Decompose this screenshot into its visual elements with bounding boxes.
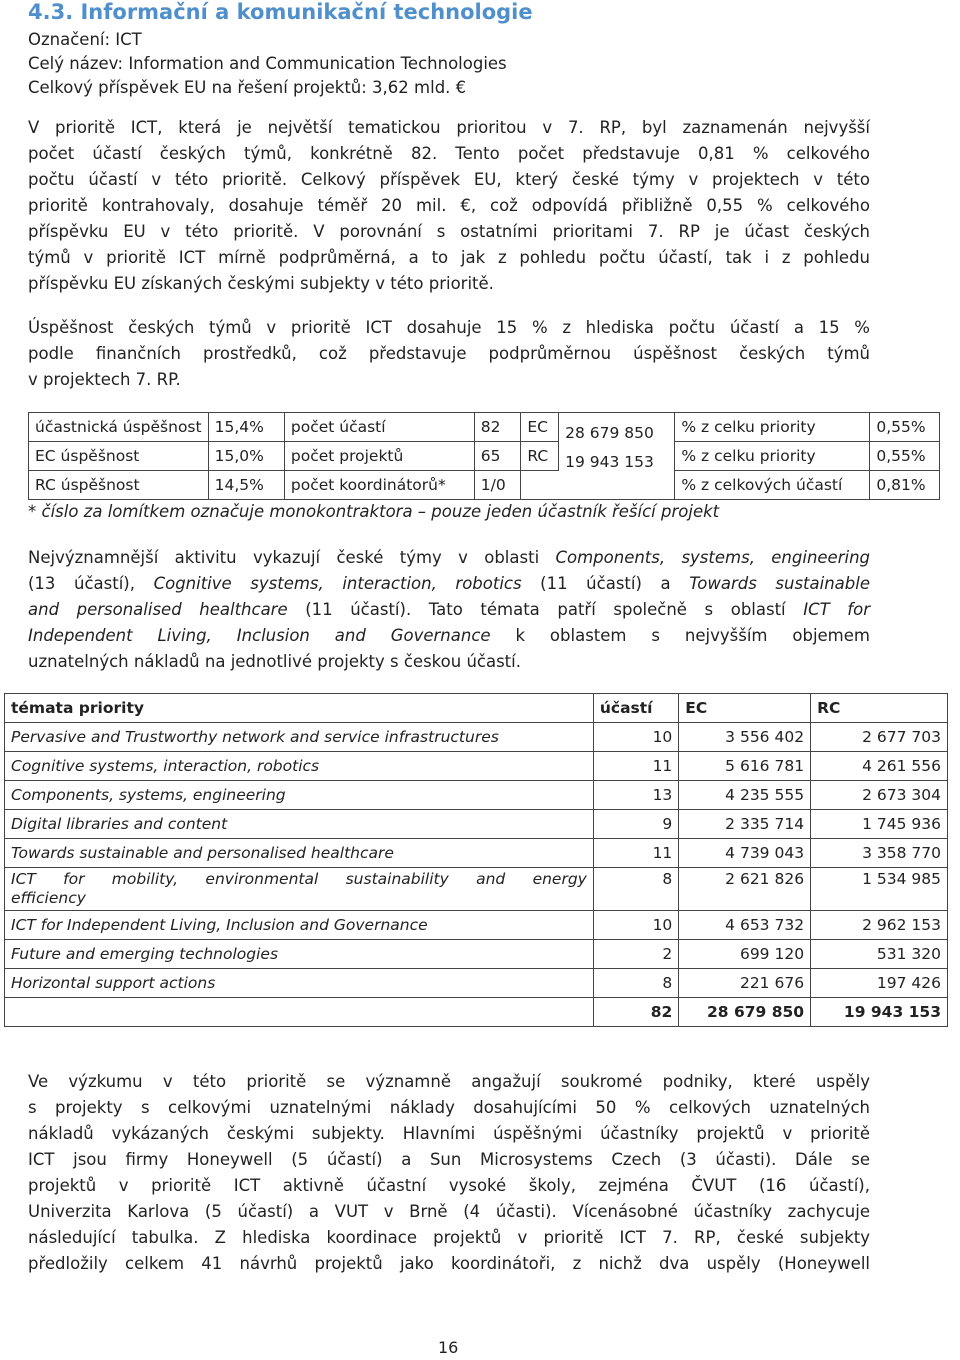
text-run: (11 účastí) a (521, 574, 690, 593)
empty-cell (559, 471, 675, 500)
topic-ec: 4 739 043 (679, 839, 811, 868)
text-line: předložily celkem 41 návrhů projektů jako koordinátoři, z nichž dva uspěly (Honeywell (28, 1254, 870, 1273)
topic-count: 9 (593, 810, 678, 839)
stat-metric: počet koordinátorů* (284, 471, 474, 500)
stat-percent: 15,0% (208, 442, 284, 471)
share-label: % z celku priority (675, 413, 870, 442)
meta-designation: Označení: ICT (28, 30, 142, 49)
topic-rc: 531 320 (811, 940, 948, 969)
topic-name: Towards sustainable and personalised healthcare (5, 839, 594, 868)
stat-value: 82 (474, 413, 521, 442)
text-line: s projekty s celkovými uznatelnými náklady dosahujícími 50 % celkových uznatelných (28, 1098, 870, 1117)
text-line: Univerzita Karlova (5 účastí) a VUT v Brně (4 účasti). Vícenásobné účastníky zachycuje (28, 1202, 870, 1221)
share-label: % z celku priority (675, 442, 870, 471)
topic-count: 8 (593, 969, 678, 998)
stat-value: 1/0 (474, 471, 521, 500)
stat-metric: počet projektů (284, 442, 474, 471)
topic-ec: 4 235 555 (679, 781, 811, 810)
text-line: prioritě kontrahovaly, dosahuje téměř 20 mil. €, což odpovídá přibližně 0,55 % celkového (28, 196, 870, 215)
text-line: nákladů vykázaných českými subjekty. Hlavními úspěšnými účastníky projektů v prioritě (28, 1124, 870, 1143)
stat-label: účastnická úspěšnost (29, 413, 209, 442)
text-line: týmů v prioritě ICT mírně podprůměrná, a to jak z pohledu počtu účastí, tak i z pohledu (28, 248, 870, 267)
text-line: v projektech 7. RP. (28, 370, 181, 389)
topic-rc: 2 677 703 (811, 723, 948, 752)
total-ec: 28 679 850 (679, 998, 811, 1027)
text-line: ICT jsou firmy Honeywell (5 účastí) a Sun Microsystems Czech (3 účasti). Dále se (28, 1150, 870, 1169)
topic-count: 10 (593, 911, 678, 940)
topic-rc: 1 534 985 (811, 868, 948, 911)
column-header: témata priority (5, 694, 594, 723)
topic-name: Components, systems, engineering (555, 548, 871, 567)
topics-table (4, 693, 948, 1027)
table-row (5, 752, 948, 781)
topic-rc: 4 261 556 (811, 752, 948, 781)
paragraph-topics (28, 545, 870, 675)
meta-eu-contribution: Celkový příspěvek EU na řešení projektů: 3,62 mld. € (28, 78, 467, 97)
empty-cell (5, 998, 594, 1027)
stat-code (521, 471, 559, 500)
topic-rc: 2 962 153 (811, 911, 948, 940)
topic-name: ICT for Independent Living, Inclusion and Governance (5, 911, 594, 940)
text-line: V prioritě ICT, která je největší tematickou prioritou v 7. RP, byl zaznamenán nejvyšší (28, 118, 870, 137)
table-row (5, 723, 948, 752)
topic-name: Independent Living, Inclusion and Governance (28, 626, 491, 645)
topic-name-line: ICT for mobility, environmental sustainability and energy (11, 870, 587, 888)
text-line (28, 545, 870, 571)
topic-ec: 2 335 714 (679, 810, 811, 839)
topic-count: 10 (593, 723, 678, 752)
text-line: příspěvku EU v této prioritě. V porovnání s ostatními prioritami 7. RP je účast českých (28, 222, 870, 241)
paragraph-success (28, 315, 870, 393)
topic-rc: 2 673 304 (811, 781, 948, 810)
text-line: příspěvku EU získaných českými subjekty v této prioritě. (28, 274, 494, 293)
table-row (29, 442, 940, 471)
topic-ec: 4 653 732 (679, 911, 811, 940)
topic-name-line: efficiency (11, 889, 86, 907)
text-line (28, 623, 870, 649)
table-total-row (5, 998, 948, 1027)
table-row (5, 810, 948, 839)
text-run: (13 účastí), (28, 574, 154, 593)
text-run: (11 účastí). Tato témata patří společně s oblastí (287, 600, 804, 619)
table-row (5, 940, 948, 969)
topic-name: ICT for (803, 600, 870, 619)
table-row (29, 413, 940, 442)
column-header: účastí (593, 694, 678, 723)
table-row (29, 471, 940, 500)
topic-count: 2 (593, 940, 678, 969)
topic-rc: 1 745 936 (811, 810, 948, 839)
paragraph-participation (28, 115, 870, 297)
stat-percent: 14,5% (208, 471, 284, 500)
stat-code: EC (521, 413, 559, 442)
topic-count: 11 (593, 752, 678, 781)
column-header: RC (811, 694, 948, 723)
total-rc: 19 943 153 (811, 998, 948, 1027)
text-run: k oblastem s nejvyšším objemem (490, 626, 870, 645)
table-row (5, 868, 948, 911)
footnote-monocontractor: * číslo za lomítkem označuje monokontraktora – pouze jeden účastník řešící projekt (28, 502, 720, 521)
topic-name: Horizontal support actions (5, 969, 594, 998)
topic-name: Cognitive systems, interaction, robotics (153, 574, 522, 593)
text-line: projektů v prioritě ICT aktivně účastní vysoké školy, zejména ČVUT (16 účastí), (28, 1176, 870, 1195)
paragraph-participants (28, 1069, 870, 1277)
total-count: 82 (593, 998, 678, 1027)
success-stats-table (28, 412, 940, 500)
priority-meta (28, 28, 507, 100)
text-run: Nejvýznamnější aktivitu vykazují české týmy v oblasti (28, 548, 556, 567)
text-line: následující tabulka. Z hlediska koordinace projektů v prioritě ICT 7. RP, české subjekty (28, 1228, 870, 1247)
topic-name: Future and emerging technologies (5, 940, 594, 969)
topic-count: 8 (593, 868, 678, 911)
text-line: podle finančních prostředků, což představuje podprůměrnou úspěšnost českých týmů (28, 344, 870, 363)
stat-label: RC úspěšnost (29, 471, 209, 500)
text-line: Ve výzkumu v této prioritě se významně angažují soukromé podniky, které uspěly (28, 1072, 870, 1091)
topic-ec: 2 621 826 (679, 868, 811, 911)
text-line: Úspěšnost českých týmů v prioritě ICT dosahuje 15 % z hlediska počtu účastí a 15 % (28, 318, 870, 337)
topic-count: 13 (593, 781, 678, 810)
text-line: počtu účastí v této prioritě. Celkový příspěvek EU, který české týmy v projektech v této (28, 170, 870, 189)
stat-label: EC úspěšnost (29, 442, 209, 471)
ec-amount: 28 679 850 (559, 413, 675, 442)
topic-rc: 3 358 770 (811, 839, 948, 868)
table-row (5, 781, 948, 810)
topic-ec: 699 120 (679, 940, 811, 969)
share-value: 0,81% (870, 471, 940, 500)
topic-name (5, 868, 594, 911)
table-header-row (5, 694, 948, 723)
topic-ec: 5 616 781 (679, 752, 811, 781)
topic-rc: 197 426 (811, 969, 948, 998)
meta-full-name: Celý název: Information and Communication Technologies (28, 54, 507, 73)
text-line (28, 571, 870, 597)
topic-name: and personalised healthcare (28, 600, 288, 619)
share-label: % z celkových účastí (675, 471, 870, 500)
topic-count: 11 (593, 839, 678, 868)
table-row (5, 839, 948, 868)
table-row (5, 969, 948, 998)
stat-code: RC (521, 442, 559, 471)
section-heading: 4.3. Informační a komunikační technologie (28, 0, 533, 24)
text-line (28, 597, 870, 623)
topic-name: Towards sustainable (689, 574, 870, 593)
share-value: 0,55% (870, 413, 940, 442)
share-value: 0,55% (870, 442, 940, 471)
stat-value: 65 (474, 442, 521, 471)
topic-name: Components, systems, engineering (5, 781, 594, 810)
table-row (5, 911, 948, 940)
topic-ec: 221 676 (679, 969, 811, 998)
rc-amount: 19 943 153 (559, 442, 675, 471)
topic-name: Digital libraries and content (5, 810, 594, 839)
stat-percent: 15,4% (208, 413, 284, 442)
text-line: uznatelných nákladů na jednotlivé projekty s českou účastí. (28, 652, 521, 671)
stat-metric: počet účastí (284, 413, 474, 442)
column-header: EC (679, 694, 811, 723)
topic-ec: 3 556 402 (679, 723, 811, 752)
topic-name: Pervasive and Trustworthy network and service infrastructures (5, 723, 594, 752)
text-line: počet účastí českých týmů, konkrétně 82. Tento počet představuje 0,81 % celkového (28, 144, 870, 163)
topic-name: Cognitive systems, interaction, robotics (5, 752, 594, 781)
page-number: 16 (438, 1338, 459, 1357)
